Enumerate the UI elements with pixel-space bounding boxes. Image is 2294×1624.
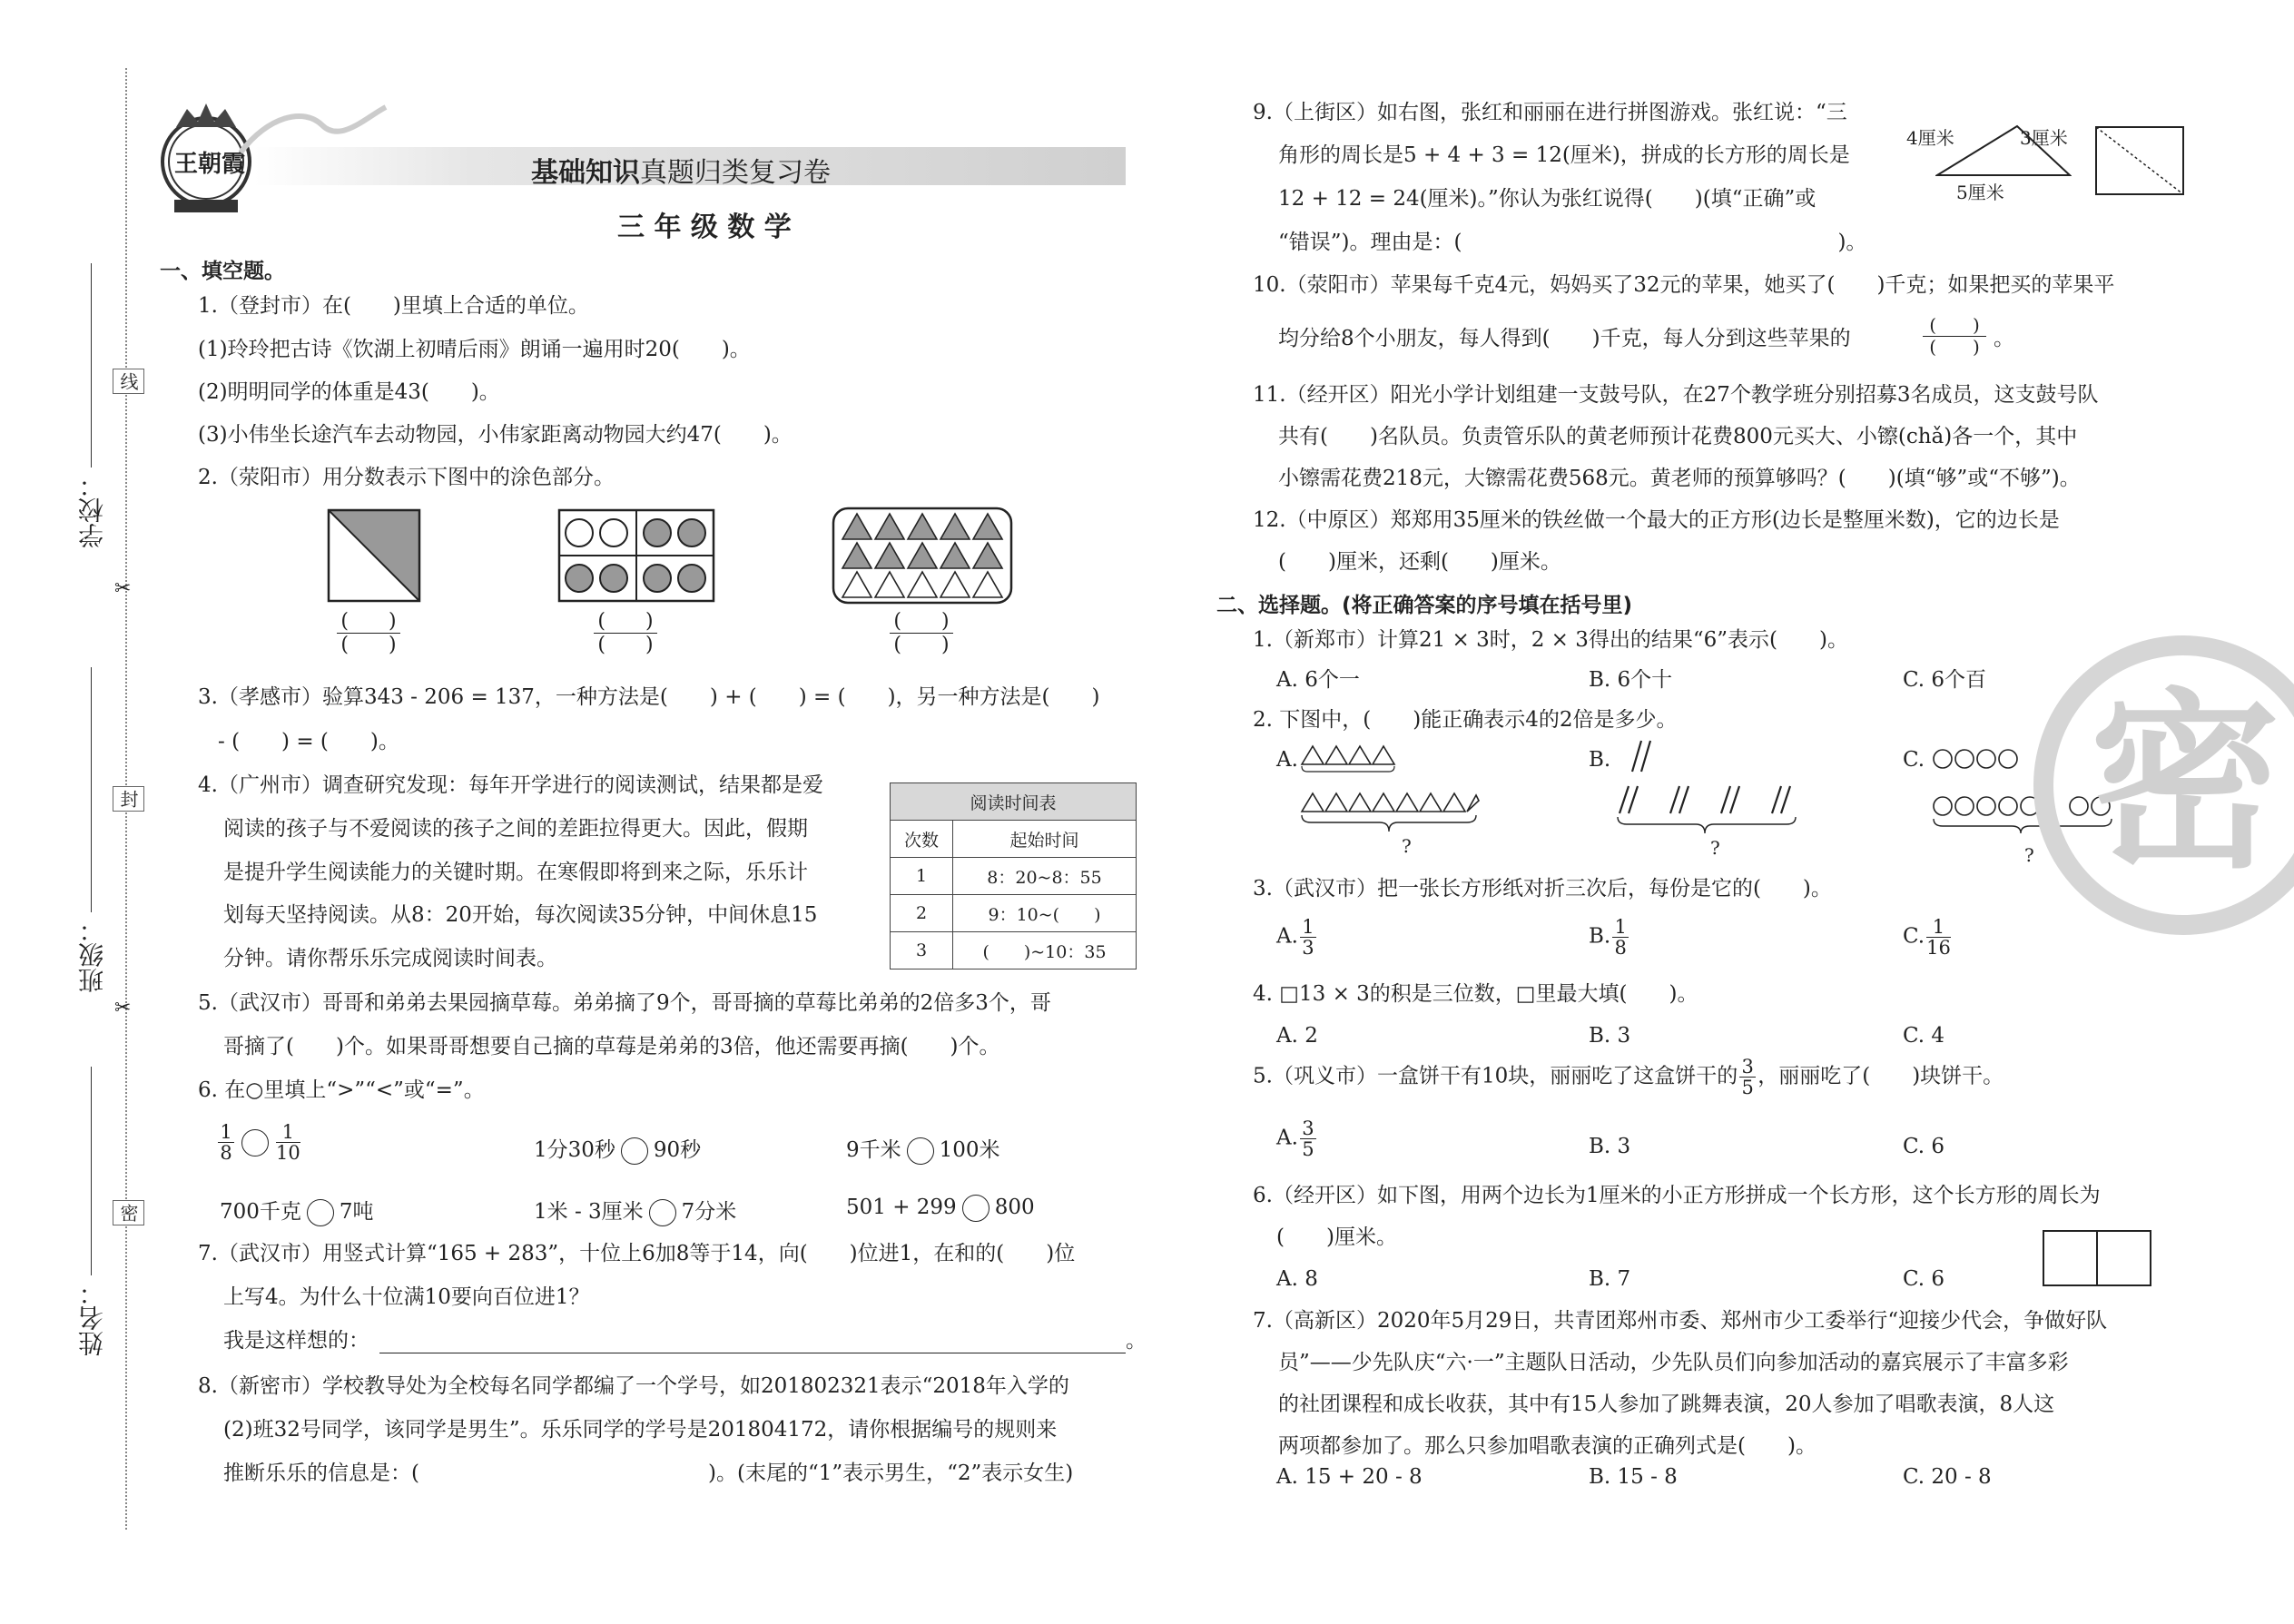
table-row	[891, 895, 1137, 932]
question-5-line-2: 哥摘了( )个。如果哥哥想要自己摘的草莓是弟弟的3倍，他还需要再摘( )个。	[223, 1035, 1000, 1058]
name-label: 姓名：	[77, 1280, 107, 1356]
option-a[interactable]: A. $\frac{1}{3}$	[1276, 917, 1318, 958]
question-7-prompt: 我是这样想的：	[223, 1329, 369, 1353]
table-cell: 1	[891, 858, 953, 895]
question-8-line-3-end: )。(末尾的“1”表示男生，“2”表示女生)	[708, 1462, 1074, 1485]
option-c[interactable]: C. 6个百	[1903, 668, 1987, 692]
two-squares-figure	[2043, 1230, 2151, 1286]
table-header: 次数	[891, 821, 953, 858]
circles-grid-figure	[557, 508, 715, 603]
class-line	[91, 667, 92, 912]
compare-circle[interactable]	[907, 1137, 934, 1165]
question-4-line-5: 分钟。请你帮乐乐完成阅读时间表。	[223, 947, 557, 970]
question-10-line-2: 均分给8个小朋友，每人得到( )千克，每人分到这些苹果的	[1278, 327, 1851, 350]
question-9-line-4: “错误”)。理由是：( )。	[1278, 231, 1867, 254]
question-mark: ?	[1402, 835, 1412, 857]
question-6: 6. 在○里填上“>”“<”或“=”。	[198, 1078, 485, 1102]
compare-item-6: 501 + 299 800	[846, 1195, 1035, 1222]
choice-question-4: 4. □13 × 3的积是三位数，□里最大填( )。	[1253, 982, 1698, 1006]
triangle-side-bottom: 5厘米	[1956, 182, 2004, 203]
choice-question-1: 1.（新郑市）计算21 × 3时，2 × 3得出的结果“6”表示( )。	[1253, 628, 1848, 652]
question-4-line-1: 4.（广州市）调查研究发现：每年开学进行的阅读测试，结果都是爱	[198, 773, 823, 797]
question-8-line-3: 推断乐乐的信息是：(	[223, 1462, 419, 1485]
fraction-blank[interactable]: ( ) ( )	[1923, 315, 1986, 358]
compare-item-2: 1分30秒 90秒	[534, 1133, 701, 1165]
ribbon-icon	[231, 98, 395, 162]
table-cell: 3	[891, 932, 953, 969]
question-3-line-2: - ( ) = ( )。	[218, 730, 399, 753]
question-1-part-3: (3)小伟坐长途汽车去动物园，小伟家距离动物园大约47( )。	[198, 423, 793, 447]
table-cell[interactable]: 9：10~( )	[953, 895, 1137, 932]
triangle-side-left: 4厘米	[1906, 127, 1954, 149]
logo-text: 王朝霞	[174, 151, 246, 178]
question-mark: ?	[1710, 837, 1720, 859]
choice-question-3: 3.（武汉市）把一张长方形纸对折三次后，每份是它的( )。	[1253, 877, 1832, 901]
rectangle-figure	[2095, 126, 2184, 195]
option-b[interactable]: B. 3	[1589, 1024, 1631, 1048]
option-b[interactable]: B. 6个十	[1589, 668, 1673, 692]
option-a[interactable]: A. 2	[1276, 1024, 1318, 1048]
fraction-blank-3[interactable]: ( ) ( )	[890, 610, 953, 657]
question-5-line-1: 5.（武汉市）哥哥和弟弟去果园摘草莓。弟弟摘了9个，哥哥摘的草莓比弟弟的2倍多3个，哥	[198, 991, 1051, 1015]
option-b[interactable]: B. 3	[1589, 1135, 1631, 1158]
question-10-end: 。	[1994, 327, 2014, 350]
name-line	[91, 1067, 92, 1275]
option-c[interactable]: C. 6	[1903, 1135, 1945, 1158]
question-1-part-1: (1)玲玲把古诗《饮湖上初晴后雨》朗诵一遍用时20( )。	[198, 338, 751, 361]
compare-circle[interactable]	[962, 1195, 989, 1222]
class-label: 班级：	[77, 917, 107, 993]
section-multiple-choice: 二、选择题。(将正确答案的序号填在括号里)	[1216, 594, 1633, 617]
table-row	[891, 932, 1137, 969]
question-3-line-1: 3.（孝感市）验算343 - 206 = 137，一种方法是( ) + ( ) = ( )，另一种方法是( )	[198, 685, 1100, 709]
choice-question-2: 2. 下图中，( )能正确表示4的2倍是多少。	[1253, 708, 1678, 732]
table-header-row	[891, 821, 1137, 858]
question-11-line-3: 小镲需花费218元，大镲需花费568元。黄老师的预算够吗？( )(填“够”或“不够”)。	[1278, 467, 2081, 490]
question-9-line-1: 9.（上街区）如右图，张红和丽丽在进行拼图游戏。张红说：“三	[1253, 101, 1847, 124]
seal-mark-1: 线	[113, 369, 144, 394]
option-c[interactable]: C.	[1903, 748, 1925, 772]
seal-mark-2: 封	[113, 786, 144, 812]
table-title: 阅读时间表	[891, 783, 1137, 821]
school-line	[91, 263, 92, 468]
question-8-line-1: 8.（新密市）学校教导处为全校每名同学都编了一个学号，如201802321表示“2018年入学的	[198, 1374, 1069, 1398]
question-9-line-2: 角形的周长是5 + 4 + 3 = 12(厘米)，拼成的长方形的周长是	[1278, 143, 1850, 167]
table-cell: 8：20~8：55	[953, 858, 1137, 895]
compare-item-5: 1米 - 3厘米 7分米	[534, 1195, 736, 1226]
seal-mark-3: 密	[113, 1200, 144, 1225]
choice-question-7-line-3: 的社团课程和成长收获，其中有15人参加了跳舞表演，20人参加了唱歌表演，8人这	[1278, 1393, 2055, 1416]
option-b[interactable]: B. 7	[1589, 1267, 1631, 1291]
compare-circle[interactable]	[241, 1129, 269, 1156]
triangle-side-right: 3厘米	[2020, 127, 2068, 149]
question-11-line-1: 11.（经开区）阳光小学计划组建一支鼓号队，在27个教学班分别招募3名成员，这支鼓号队	[1253, 383, 2099, 407]
option-a[interactable]: A.	[1276, 748, 1298, 772]
question-4-line-4: 划每天坚持阅读。从8：20开始，每次阅读35分钟，中间休息15	[223, 903, 818, 927]
question-2: 2.（荥阳市）用分数表示下图中的涂色部分。	[198, 466, 615, 489]
compare-circle[interactable]	[621, 1137, 648, 1165]
question-11-line-2: 共有( )名队员。负责管乐队的黄老师预计花费800元买大、小镲(chǎ)各一个，其中	[1278, 425, 2078, 448]
option-b-sticks-figure	[1614, 737, 1823, 837]
choice-question-7-line-1: 7.（高新区）2020年5月29日，共青团郑州市委、郑州市少工委举行“迎接少代会，争做好队	[1253, 1309, 2108, 1333]
scissors-icon: ✂	[114, 997, 132, 1019]
school-label: 学校：	[77, 472, 107, 548]
fraction-blank-2[interactable]: ( ) ( )	[594, 610, 657, 657]
table-cell[interactable]: ( )~10：35	[953, 932, 1137, 969]
option-c[interactable]: C. 20 - 8	[1903, 1465, 1992, 1489]
question-1: 1.（登封市）在( )里填上合适的单位。	[198, 294, 589, 318]
option-a[interactable]: A. $\frac{3}{5}$	[1276, 1118, 1318, 1159]
triangles-figure	[832, 507, 1013, 605]
shaded-square-figure	[327, 508, 421, 603]
choice-question-6-line-2: ( )厘米。	[1276, 1225, 1397, 1249]
compare-circle[interactable]	[649, 1199, 676, 1226]
option-b[interactable]: B. 15 - 8	[1589, 1465, 1678, 1489]
compare-item-4: 700千克 7吨	[220, 1195, 374, 1226]
compare-item-3: 9千米 100米	[846, 1133, 1000, 1165]
title-bold: 基础知识	[531, 157, 640, 189]
question-mark: ?	[2024, 844, 2034, 866]
section-fill-blank: 一、填空题。	[160, 260, 285, 283]
page-title	[531, 150, 831, 190]
choice-question-7-line-4: 两项都参加了。那么只参加唱歌表演的正确列式是( )。	[1278, 1434, 1816, 1458]
page-subtitle: 三 年 级 数 学	[617, 212, 792, 243]
title-rest: 真题归类复习卷	[640, 157, 831, 189]
compare-circle[interactable]	[307, 1199, 334, 1226]
option-a[interactable]: A. 6个一	[1276, 668, 1360, 692]
question-4-line-2: 阅读的孩子与不爱阅读的孩子之间的差距拉得更大。因此，假期	[223, 817, 808, 841]
choice-question-6-line-1: 6.（经开区）如下图，用两个边长为1厘米的小正方形拼成一个长方形，这个长方形的周长为	[1253, 1184, 2101, 1207]
question-8-line-2: (2)班32号同学，该同学是男生”。乐乐同学的学号是201804172，请你根据编号的规则来	[223, 1418, 1058, 1442]
reading-time-table	[890, 782, 1137, 969]
option-a[interactable]: A. 15 + 20 - 8	[1276, 1465, 1423, 1489]
secret-stamp-watermark: 密	[2033, 635, 2294, 962]
table-cell: 2	[891, 895, 953, 932]
question-12-line-2: ( )厘米，还剩( )厘米。	[1278, 550, 1561, 574]
question-7-line-1: 7.（武汉市）用竖式计算“165 + 283”，十位上6加8等于14，向( )位进1，在和的( )位	[198, 1242, 1076, 1265]
question-9-line-3: 12 + 12 = 24(厘米)。”你认为张红说得( )(填“正确”或	[1278, 187, 1816, 211]
question-1-part-2: (2)明明同学的体重是43( )。	[198, 380, 500, 404]
question-10-line-1: 10.（荥阳市）苹果每千克4元，妈妈买了32元的苹果，她买了( )千克；如果把买的苹果平	[1253, 273, 2115, 297]
table-header: 起始时间	[953, 821, 1137, 858]
compare-item-1: $\frac{1}{8}$ $\frac{1}{10}$	[216, 1122, 302, 1163]
question-12-line-1: 12.（中原区）郑郑用35厘米的铁丝做一个最大的正方形(边长是整厘米数)，它的边长是	[1253, 508, 2060, 532]
fraction-blank-1[interactable]: ( ) ( )	[337, 610, 400, 657]
table-row	[891, 858, 1137, 895]
scissors-icon: ✂	[114, 577, 132, 600]
option-a-triangles-figure	[1298, 737, 1480, 837]
option-c[interactable]: C. 6	[1903, 1267, 1945, 1291]
option-c[interactable]: C. $\frac{1}{16}$	[1903, 916, 1951, 960]
question-4-line-3: 是提升学生阅读能力的关键时期。在寒假即将到来之际，乐乐计	[223, 861, 808, 884]
option-b[interactable]: B. $\frac{1}{8}$	[1589, 917, 1630, 958]
option-b[interactable]: B.	[1589, 748, 1611, 772]
choice-question-7-line-2: 员”——少先队庆“六·一”主题队日活动，少先队员们向参加活动的嘉宾展示了丰富多彩	[1278, 1351, 2069, 1374]
choice-question-5: 5.（巩义市）一盒饼干有10块，丽丽吃了这盒饼干的 $\frac{3}{5}$ ，丽丽吃了( )块饼干。	[1253, 1056, 2004, 1099]
option-a[interactable]: A. 8	[1276, 1267, 1318, 1291]
question-7-line-2: 上写4。为什么十位满10要向百位进1？	[223, 1285, 590, 1309]
option-c[interactable]: C. 4	[1903, 1024, 1945, 1048]
question-7-end: 。	[1126, 1329, 1147, 1353]
